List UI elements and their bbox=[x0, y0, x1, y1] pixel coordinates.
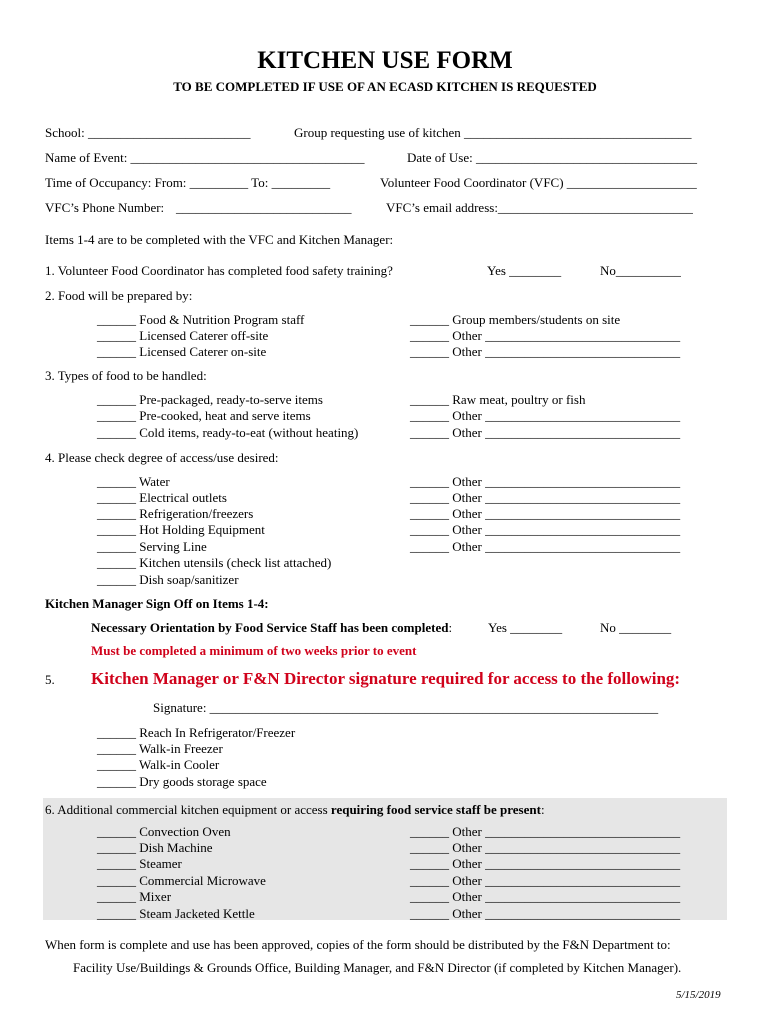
orientation-no[interactable]: No ________ bbox=[600, 620, 672, 635]
item4-other[interactable]: ______ Other ______________________________ bbox=[410, 474, 681, 489]
item4-option[interactable]: ______ Kitchen utensils (check list attached) bbox=[97, 555, 332, 570]
item6-other[interactable]: ______ Other ______________________________ bbox=[410, 856, 681, 871]
item5-number: 5. bbox=[45, 672, 55, 687]
item3-option[interactable]: ______ Cold items, ready-to-eat (without heating) bbox=[97, 425, 359, 440]
item6-heading-prefix: 6. Additional commercial kitchen equipment or access bbox=[45, 802, 331, 817]
item2-heading: 2. Food will be prepared by: bbox=[45, 288, 193, 303]
items-intro: Items 1-4 are to be completed with the VFC and Kitchen Manager: bbox=[45, 232, 394, 247]
item4-other[interactable]: ______ Other ______________________________ bbox=[410, 490, 681, 505]
item2-option[interactable]: ______ Group members/students on site bbox=[410, 312, 621, 327]
item3-other[interactable]: ______ Other ______________________________ bbox=[410, 408, 681, 423]
item4-other[interactable]: ______ Other ______________________________ bbox=[410, 522, 681, 537]
item4-option[interactable]: ______ Dish soap/sanitizer bbox=[97, 572, 239, 587]
item6-other[interactable]: ______ Other ______________________________ bbox=[410, 840, 681, 855]
footer-instructions: When form is complete and use has been approved, copies of the form should be distributed by the F&N Department to: bbox=[45, 937, 671, 952]
item1-question: 1. Volunteer Food Coordinator has completed food safety training? bbox=[45, 263, 393, 278]
item6-option[interactable]: ______ Steamer bbox=[97, 856, 182, 871]
occupancy-time-field[interactable]: Time of Occupancy: From: _________ To: _________ bbox=[45, 175, 331, 190]
item3-option[interactable]: ______ Raw meat, poultry or fish bbox=[410, 392, 586, 407]
item2-option[interactable]: ______ Licensed Caterer on-site bbox=[97, 344, 267, 359]
item3-option[interactable]: ______ Pre-packaged, ready-to-serve items bbox=[97, 392, 323, 407]
item6-other[interactable]: ______ Other ______________________________ bbox=[410, 906, 681, 921]
item4-option[interactable]: ______ Water bbox=[97, 474, 170, 489]
item6-heading-suffix: : bbox=[540, 802, 545, 817]
item2-option[interactable]: ______ Food & Nutrition Program staff bbox=[97, 312, 305, 327]
form-subtitle: TO BE COMPLETED IF USE OF AN ECASD KITCHEN IS REQUESTED bbox=[173, 79, 597, 94]
vfc-phone-field[interactable]: ___________________________ bbox=[176, 200, 352, 215]
school-field[interactable]: School: _________________________ bbox=[45, 125, 251, 140]
signoff-heading: Kitchen Manager Sign Off on Items 1-4: bbox=[45, 596, 269, 611]
item5-option[interactable]: ______ Dry goods storage space bbox=[97, 774, 267, 789]
item4-option[interactable]: ______ Hot Holding Equipment bbox=[97, 522, 265, 537]
item5-option[interactable]: ______ Walk-in Freezer bbox=[97, 741, 223, 756]
item2-other[interactable]: ______ Other ______________________________ bbox=[410, 344, 681, 359]
item4-other[interactable]: ______ Other ______________________________ bbox=[410, 539, 681, 554]
item3-heading: 3. Types of food to be handled: bbox=[45, 368, 207, 383]
date-of-use-field[interactable]: Date of Use: __________________________________ bbox=[407, 150, 697, 165]
orientation-yes[interactable]: Yes ________ bbox=[488, 620, 563, 635]
item2-option[interactable]: ______ Licensed Caterer off-site bbox=[97, 328, 269, 343]
item1-yes[interactable]: Yes ________ bbox=[487, 263, 562, 278]
item5-heading: Kitchen Manager or F&N Director signature required for access to the following: bbox=[91, 669, 681, 688]
item4-option[interactable]: ______ Refrigeration/freezers bbox=[97, 506, 254, 521]
group-field[interactable]: Group requesting use of kitchen ___________________________________ bbox=[294, 125, 692, 140]
item6-other[interactable]: ______ Other ______________________________ bbox=[410, 873, 681, 888]
item6-heading bbox=[45, 803, 545, 816]
vfc-phone-label: VFC’s Phone Number: bbox=[45, 200, 165, 215]
form-title: KITCHEN USE FORM bbox=[257, 47, 513, 74]
item3-option[interactable]: ______ Pre-cooked, heat and serve items bbox=[97, 408, 311, 423]
orientation-colon: : bbox=[448, 620, 453, 635]
item5-option[interactable]: ______ Walk-in Cooler bbox=[97, 757, 220, 772]
revision-date: 5/15/2019 bbox=[676, 989, 721, 1001]
footer-distribution: Facility Use/Buildings & Grounds Office, Building Manager, and F&N Director (if completed by Kitchen Manager). bbox=[73, 960, 682, 975]
vfc-email-field[interactable]: VFC’s email address:______________________________ bbox=[386, 200, 693, 215]
orientation-statement bbox=[91, 621, 452, 634]
event-name-field[interactable]: Name of Event: ____________________________________ bbox=[45, 150, 365, 165]
item2-other[interactable]: ______ Other ______________________________ bbox=[410, 328, 681, 343]
item4-other[interactable]: ______ Other ______________________________ bbox=[410, 506, 681, 521]
item6-other[interactable]: ______ Other ______________________________ bbox=[410, 824, 681, 839]
item6-option[interactable]: ______ Convection Oven bbox=[97, 824, 231, 839]
signature-field[interactable]: Signature: _____________________________________________________________________ bbox=[153, 700, 659, 715]
item6-option[interactable]: ______ Steam Jacketed Kettle bbox=[97, 906, 255, 921]
item6-option[interactable]: ______ Mixer bbox=[97, 889, 172, 904]
item6-option[interactable]: ______ Dish Machine bbox=[97, 840, 213, 855]
item6-option[interactable]: ______ Commercial Microwave bbox=[97, 873, 266, 888]
item4-heading: 4. Please check degree of access/use desired: bbox=[45, 450, 279, 465]
item4-option[interactable]: ______ Electrical outlets bbox=[97, 490, 227, 505]
item6-other[interactable]: ______ Other ______________________________ bbox=[410, 889, 681, 904]
item5-option[interactable]: ______ Reach In Refrigerator/Freezer bbox=[97, 725, 296, 740]
item4-option[interactable]: ______ Serving Line bbox=[97, 539, 207, 554]
item6-heading-bold: requiring food service staff be present bbox=[330, 802, 541, 817]
orientation-text: Necessary Orientation by Food Service Staff has been completed bbox=[91, 620, 449, 635]
vfc-field[interactable]: Volunteer Food Coordinator (VFC) ____________________ bbox=[380, 175, 697, 190]
item3-other[interactable]: ______ Other ______________________________ bbox=[410, 425, 681, 440]
item1-no[interactable]: No__________ bbox=[600, 263, 681, 278]
timing-warning: Must be completed a minimum of two weeks prior to event bbox=[91, 643, 417, 658]
